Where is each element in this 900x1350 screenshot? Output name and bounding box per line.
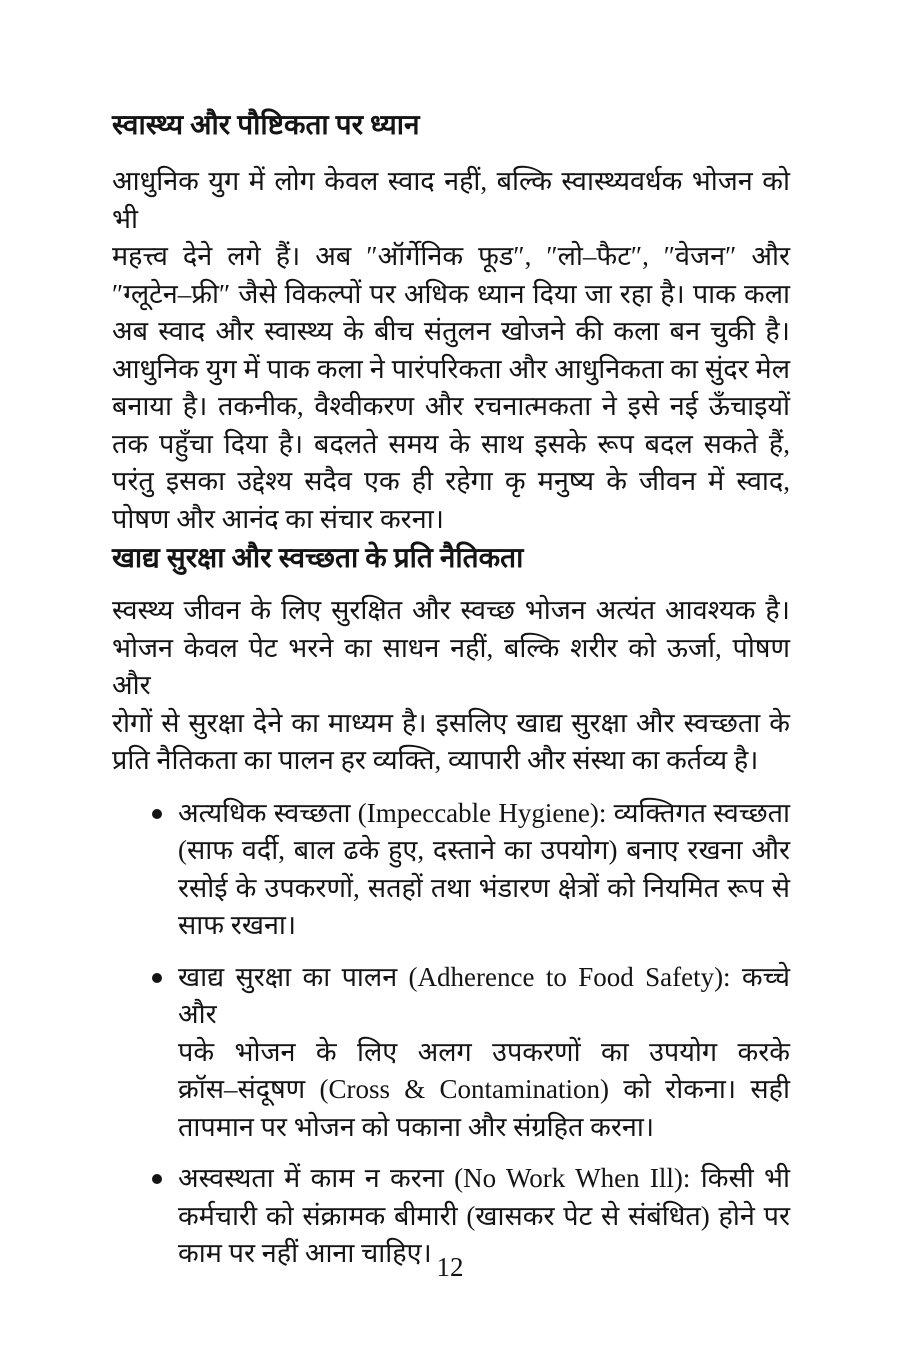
text-line: रसोई के उपकरणों, सतहों तथा भंडारण क्षेत्रों को नियमित रूप से bbox=[178, 872, 790, 903]
text-line: प्रति नैतिकता का पालन हर व्यक्ति, व्यापारी और संस्था का कर्तव्य है। bbox=[112, 745, 759, 775]
bullet-item-hygiene bbox=[178, 795, 790, 945]
paragraph-modern-era bbox=[112, 163, 790, 538]
text-line: रोगों से सुरक्षा देने का माध्यम है। इसलिए खाद्य सुरक्षा और स्वच्छता के bbox=[112, 707, 790, 738]
text-line: तक पहुँचा दिया है। बदलते समय के साथ इसके रूप बदल सकते हैं, bbox=[112, 428, 790, 459]
section-heading-health-nutrition: स्वास्थ्य और पौष्टिकता पर ध्यान bbox=[112, 110, 420, 141]
text-line: महत्त्व देने लगे हैं। अब ″ऑर्गेनिक फूड″, ″लो–फैट″, ″वेजन″ और bbox=[112, 241, 790, 271]
text-line: आधुनिक युग में लोग केवल स्वाद नहीं, बल्कि स्वास्थ्यवर्धक भोजन को भी bbox=[112, 166, 790, 234]
text-line: भोजन केवल पेट भरने का साधन नहीं, बल्कि शरीर को ऊर्जा, पोषण और bbox=[112, 632, 790, 700]
bullet-dot-icon bbox=[152, 1174, 162, 1184]
text-line: बनाया है। तकनीक, वैश्वीकरण और रचनात्मकता ने इसे नई ऊँचाइयों bbox=[112, 391, 790, 421]
bullet-dot-icon bbox=[152, 809, 162, 819]
text-line: खाद्य सुरक्षा का पालन (Adherence to Food Safety): कच्चे और bbox=[178, 961, 790, 1029]
text-line: अब स्वाद और स्वास्थ्य के बीच संतुलन खोजने की कला बन चुकी है। bbox=[112, 316, 790, 346]
text-line: क्रॉस–संदूषण (Cross & Contamination) को रोकना। सही bbox=[178, 1074, 790, 1104]
text-line: ″ग्लूटेन–फ्री″ जैसे विकल्पों पर अधिक ध्यान दिया जा रहा है। पाक कला bbox=[112, 278, 790, 309]
text-line: कर्मचारी को संक्रामक बीमारी (खासकर पेट से संबंधित) होने पर bbox=[178, 1200, 790, 1231]
text-line: तापमान पर भोजन को पकाना और संग्रहित करना। bbox=[178, 1111, 655, 1142]
text-line: अस्वस्थता में काम न करना (No Work When Ill): किसी भी bbox=[178, 1163, 790, 1193]
bullet-dot-icon bbox=[152, 973, 162, 983]
document-content bbox=[112, 106, 790, 1273]
text-line: परंतु इसका उद्देश्य सदैव एक ही रहेगा कृ मनुष्य के जीवन में स्वाद, bbox=[112, 466, 790, 496]
text-line: (साफ वर्दी, बाल ढके हुए, दस्ताने का उपयोग) बनाए रखना और bbox=[178, 835, 790, 865]
text-line: काम पर नहीं आना चाहिए। bbox=[178, 1238, 432, 1268]
text-line: पोषण और आनंद का संचार करना। bbox=[112, 503, 444, 534]
text-line: आधुनिक युग में पाक कला ने पारंपरिकता और आधुनिकता का सुंदर मेल bbox=[112, 353, 790, 384]
bullet-item-food-safety-adherence bbox=[178, 959, 790, 1147]
page-number: 12 bbox=[436, 1252, 464, 1282]
paragraph-food-safety bbox=[112, 592, 790, 780]
text-line: अत्यधिक स्वच्छता (Impeccable Hygiene): व्यक्तिगत स्वच्छता bbox=[178, 797, 790, 828]
text-line: साफ रखना। bbox=[178, 910, 297, 940]
section-heading-food-safety-ethics: खाद्य सुरक्षा और स्वच्छता के प्रति नैतिकता bbox=[112, 543, 524, 574]
text-line: पके भोजन के लिए अलग उपकरणों का उपयोग करके bbox=[178, 1036, 790, 1067]
bullet-list bbox=[112, 795, 790, 1273]
text-line: स्वस्थ्य जीवन के लिए सुरक्षित और स्वच्छ भोजन अत्यंत आवश्यक है। bbox=[112, 595, 790, 625]
